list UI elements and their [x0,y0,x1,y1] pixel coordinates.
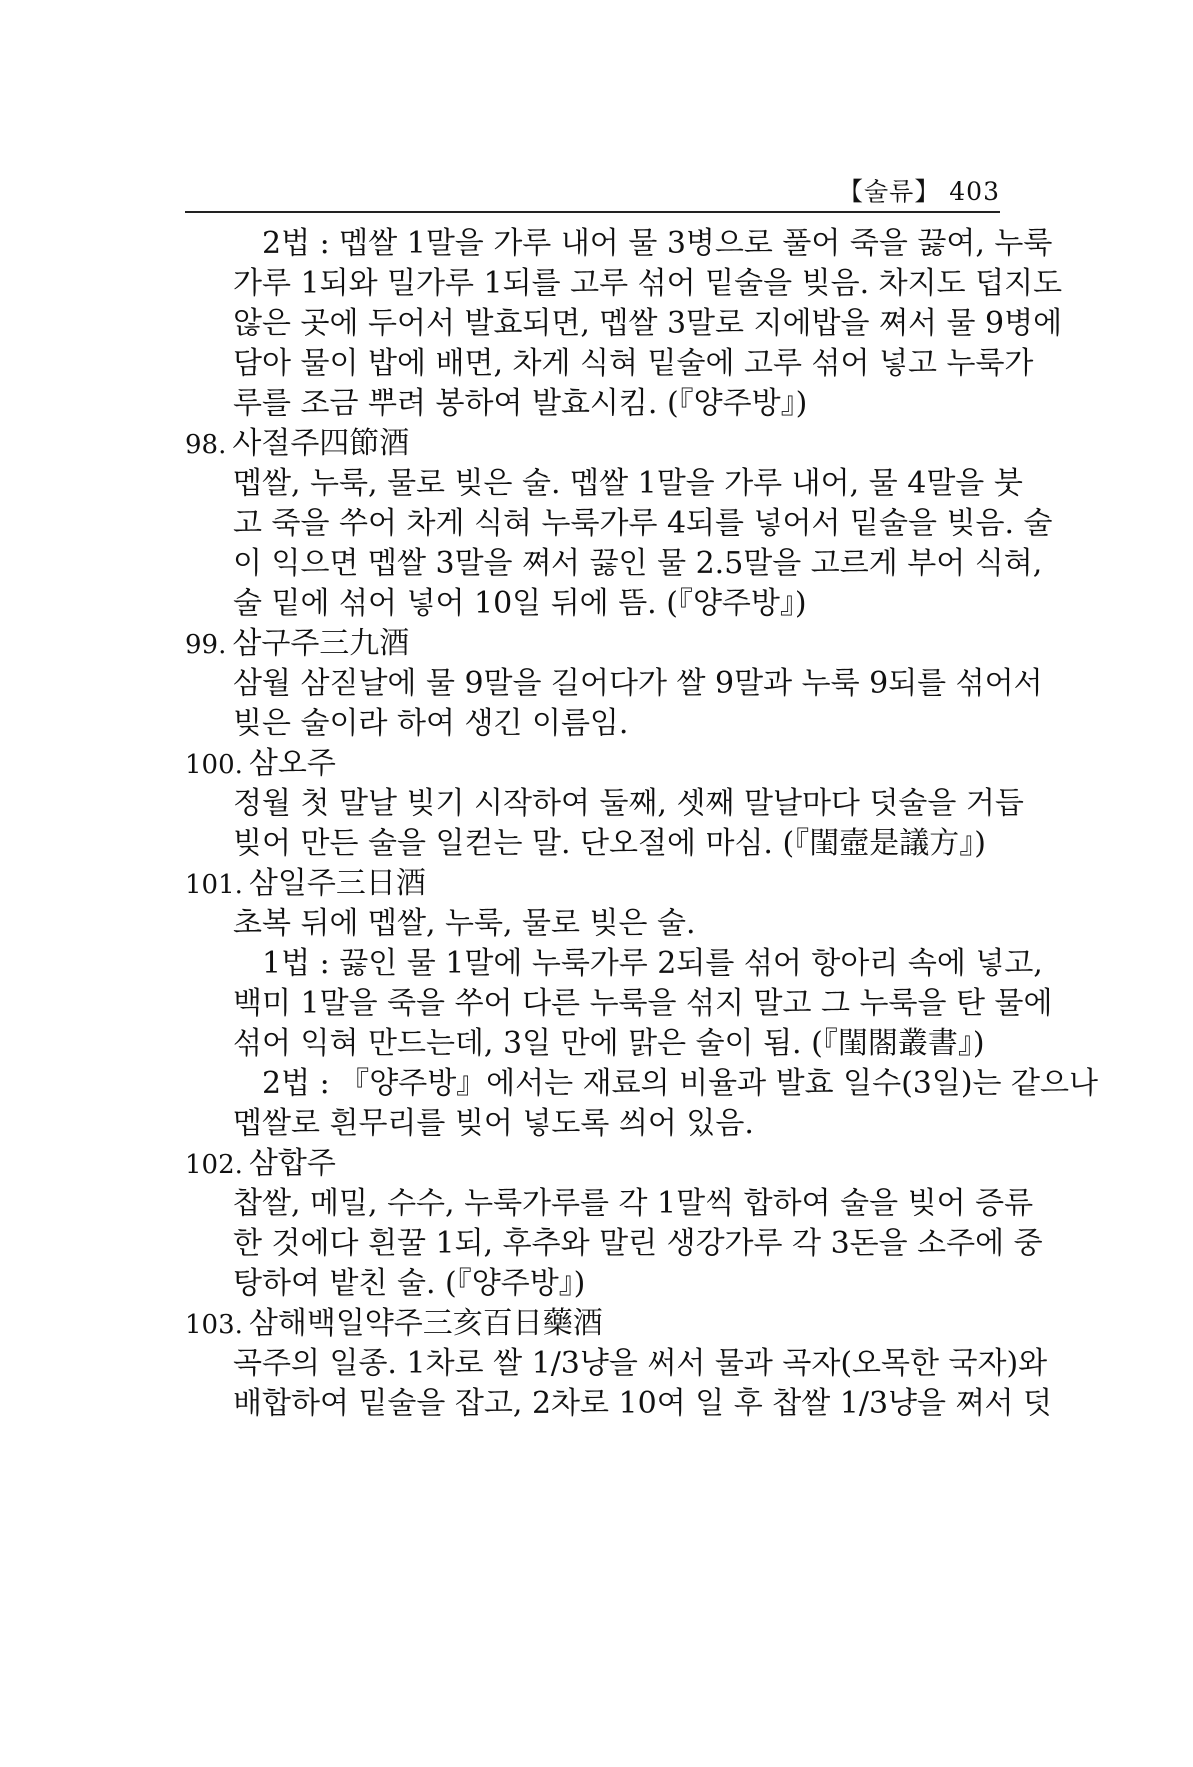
entry-number: 98. [185,430,227,460]
entry-title: 삼구주三九酒 [232,626,410,661]
entry-title: 삼오주 [248,746,336,781]
body-line: 한 것에다 흰꿀 1되, 후추와 말린 생강가루 각 3돈을 소주에 중 [233,1226,1043,1261]
header-rule [185,211,1000,213]
body-line: 배합하여 밑술을 잡고, 2차로 10여 일 후 찹쌀 1/3냥을 쪄서 덧 [233,1386,1053,1421]
entry-title: 사절주四節酒 [232,426,410,461]
entry-heading [185,424,409,464]
entry-heading [185,744,336,784]
entry-heading [185,864,426,904]
body-line: 이 익으면 멥쌀 3말을 쪄서 끓인 물 2.5말을 고르게 부어 식혀, [233,546,1043,581]
entry-number: 100. [185,750,243,780]
running-header [185,172,1000,212]
body-line: 고 죽을 쑤어 차게 식혀 누룩가루 4되를 넣어서 밑술을 빚음. 술 [233,506,1053,541]
body-line: 루를 조금 뿌려 봉하여 발효시킴. (『양주방』) [233,386,808,421]
body-line: 탕하여 밭친 술. (『양주방』) [233,1266,586,1301]
body-line: 찹쌀, 메밀, 수수, 누룩가루를 각 1말씩 합하여 술을 빚어 증류 [233,1186,1034,1221]
body-line: 멥쌀로 흰무리를 빚어 넣도록 씌어 있음. [233,1106,754,1141]
entry-heading [185,624,409,664]
body-line: 가루 1되와 밀가루 1되를 고루 섞어 밑술을 빚음. 차지도 덥지도 [233,266,1063,301]
body-line: 술 밑에 섞어 넣어 10일 뒤에 뜸. (『양주방』) [233,586,807,621]
entry-number: 101. [185,870,243,900]
body-line: 빚어 만든 술을 일컫는 말. 단오절에 마심. (『閨壼是議方』) [233,826,986,861]
body-line: 섞어 익혀 만드는데, 3일 만에 맑은 술이 됨. (『閨閤叢書』) [233,1026,985,1061]
entry-number: 103. [185,1310,243,1340]
entry-title: 삼해백일약주三亥百日藥酒 [248,1306,603,1341]
body-line: 정월 첫 말날 빚기 시작하여 둘째, 셋째 말날마다 덧술을 거듭 [233,786,1024,821]
body-line: 담아 물이 밥에 배면, 차게 식혀 밑술에 고루 섞어 넣고 누룩가 [233,346,1034,381]
entry-heading [185,1304,603,1344]
body-line: 멥쌀, 누룩, 물로 빚은 술. 멥쌀 1말을 가루 내어, 물 4말을 붓 [233,466,1023,501]
body-line: 2법 : 멥쌀 1말을 가루 내어 물 3병으로 풀어 죽을 끓여, 누룩 [262,226,1053,261]
entry-number: 102. [185,1150,243,1180]
body-line: 곡주의 일종. 1차로 쌀 1/3냥을 써서 물과 곡자(오목한 국자)와 [233,1346,1048,1381]
entry-title: 삼일주三日酒 [248,866,426,901]
body-line: 초복 뒤에 멥쌀, 누룩, 물로 빚은 술. [233,906,696,941]
body-line: 빚은 술이라 하여 생긴 이름임. [233,706,629,741]
body-line: 삼월 삼짇날에 물 9말을 길어다가 쌀 9말과 누룩 9되를 섞어서 [233,666,1043,701]
body-line: 2법 : 『양주방』에서는 재료의 비율과 발효 일수(3일)는 같으나 [262,1066,1099,1101]
body-line: 않은 곳에 두어서 발효되면, 멥쌀 3말로 지에밥을 쪄서 물 9병에 [233,306,1063,341]
entry-title: 삼합주 [248,1146,336,1181]
entry-number: 99. [185,630,227,660]
entry-heading [185,1144,336,1184]
running-head: 【술류】 403 [838,177,1000,206]
body-line: 백미 1말을 죽을 쑤어 다른 누룩을 섞지 말고 그 누룩을 탄 물에 [233,986,1053,1021]
body-line: 1법 : 끓인 물 1말에 누룩가루 2되를 섞어 항아리 속에 넣고, [262,946,1043,981]
